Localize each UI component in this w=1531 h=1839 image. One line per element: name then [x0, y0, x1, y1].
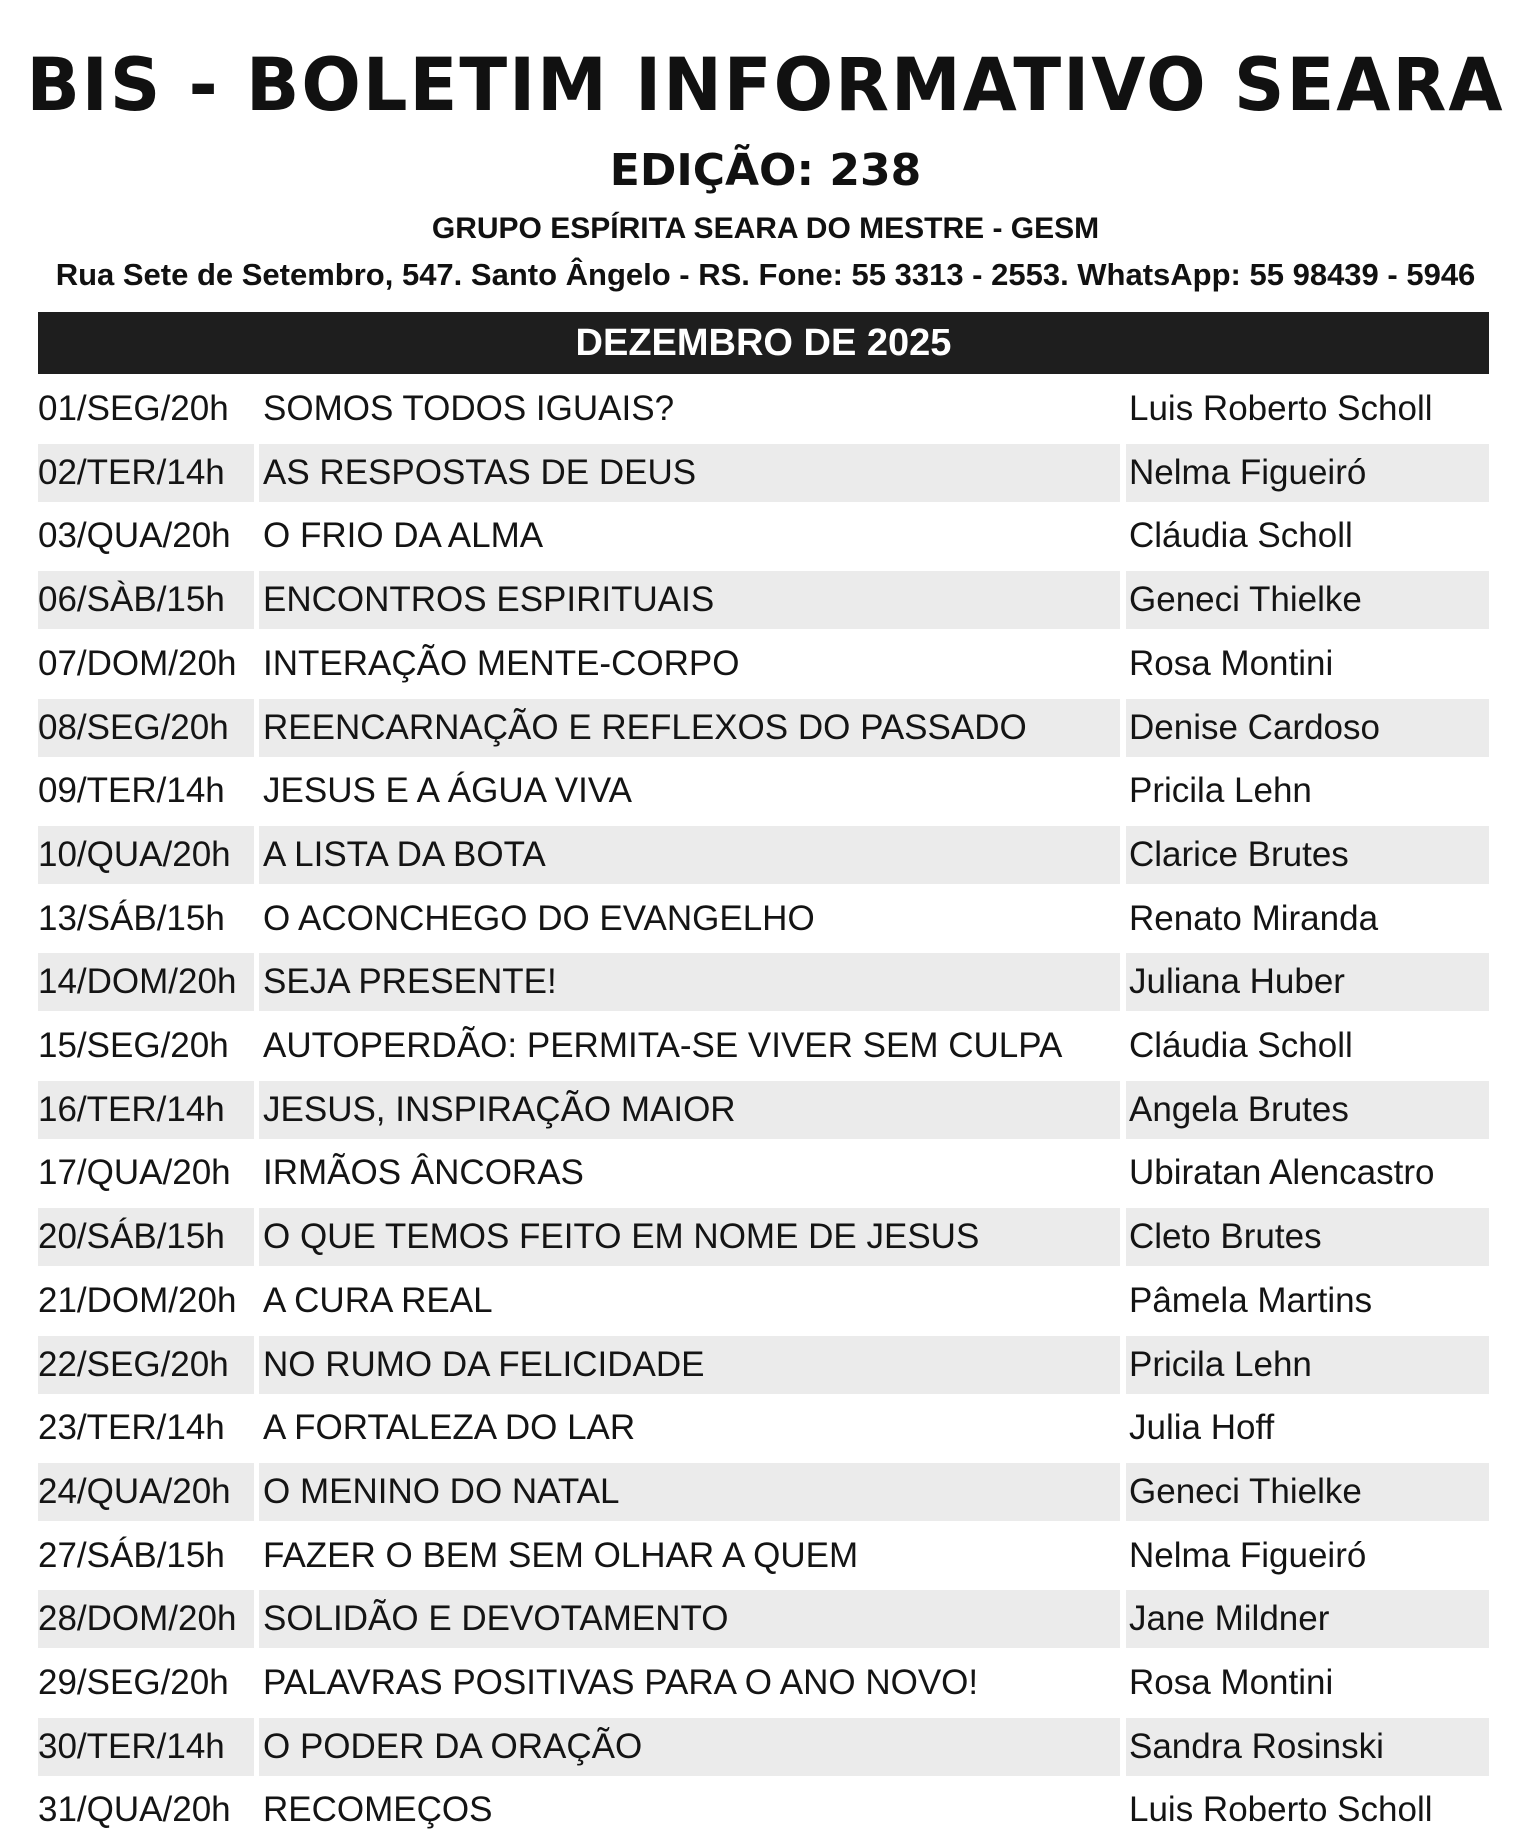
schedule-row [0, 953, 1531, 1011]
schedule-speaker: Cláudia Scholl [1129, 1026, 1353, 1065]
schedule-row [0, 507, 1531, 565]
schedule-topic: SOMOS TODOS IGUAIS? [263, 389, 675, 428]
schedule-date: 27/SÁB/15h [38, 1536, 225, 1575]
schedule-topic: SOLIDÃO E DEVOTAMENTO [259, 1590, 1120, 1648]
schedule-date: 16/TER/14h [38, 1081, 254, 1139]
schedule-speaker: Rosa Montini [1129, 1663, 1334, 1702]
month-heading: DEZEMBRO DE 2025 [38, 312, 1489, 374]
schedule-date: 22/SEG/20h [38, 1336, 254, 1394]
schedule-row [0, 1463, 1531, 1521]
schedule-date: 03/QUA/20h [38, 516, 231, 555]
schedule-topic: A FORTALEZA DO LAR [263, 1408, 636, 1447]
schedule-row [0, 1718, 1531, 1776]
schedule-speaker: Sandra Rosinski [1126, 1718, 1489, 1776]
schedule-row [0, 380, 1531, 438]
schedule-topic: PALAVRAS POSITIVAS PARA O ANO NOVO! [263, 1663, 979, 1702]
schedule-date: 01/SEG/20h [38, 389, 229, 428]
schedule-speaker: Pâmela Martins [1129, 1281, 1373, 1320]
schedule-topic: JESUS, INSPIRAÇÃO MAIOR [259, 1081, 1120, 1139]
schedule-speaker: Pricila Lehn [1126, 1336, 1489, 1394]
contact-address: Rua Sete de Setembro, 547. Santo Ângelo - RS. Fone: 55 3313 - 2553. WhatsApp: 55 98439 - 5946 [55, 257, 1476, 292]
schedule-row [0, 1208, 1531, 1266]
schedule-speaker: Nelma Figueiró [1126, 444, 1489, 502]
schedule-date: 15/SEG/20h [38, 1026, 229, 1065]
schedule-topic: O FRIO DA ALMA [263, 516, 544, 555]
schedule-topic: A CURA REAL [263, 1281, 493, 1320]
schedule-topic: O MENINO DO NATAL [259, 1463, 1120, 1521]
schedule-date: 23/TER/14h [38, 1408, 225, 1447]
schedule-topic: NO RUMO DA FELICIDADE [259, 1336, 1120, 1394]
schedule-topic: RECOMEÇOS [263, 1790, 493, 1829]
schedule-row [0, 890, 1531, 948]
edition-number: EDIÇÃO: 238 [609, 145, 922, 196]
schedule-topic: IRMÃOS ÂNCORAS [263, 1153, 584, 1192]
schedule-speaker: Rosa Montini [1129, 644, 1334, 683]
schedule-row [0, 444, 1531, 502]
schedule-row [0, 635, 1531, 693]
schedule-row [0, 1017, 1531, 1075]
schedule-topic: AS RESPOSTAS DE DEUS [259, 444, 1120, 502]
schedule-row [0, 1399, 1531, 1457]
schedule-row [0, 1654, 1531, 1712]
schedule-topic: INTERAÇÃO MENTE-CORPO [263, 644, 740, 683]
schedule-topic: REENCARNAÇÃO E REFLEXOS DO PASSADO [259, 699, 1120, 757]
schedule-date: 06/SÀB/15h [38, 571, 254, 629]
bulletin-title: BIS - BOLETIM INFORMATIVO SEARA [26, 41, 1505, 129]
schedule-topic: A LISTA DA BOTA [259, 826, 1120, 884]
schedule-speaker: Cleto Brutes [1126, 1208, 1489, 1266]
schedule-speaker: Geneci Thielke [1126, 1463, 1489, 1521]
schedule-row [0, 1081, 1531, 1139]
schedule-date: 21/DOM/20h [38, 1281, 237, 1320]
schedule-topic: O ACONCHEGO DO EVANGELHO [263, 899, 815, 938]
schedule-speaker: Renato Miranda [1129, 899, 1379, 938]
schedule-topic: AUTOPERDÃO: PERMITA-SE VIVER SEM CULPA [263, 1026, 1063, 1065]
schedule-date: 14/DOM/20h [38, 953, 254, 1011]
schedule-speaker: Ubiratan Alencastro [1129, 1153, 1435, 1192]
schedule-date: 20/SÁB/15h [38, 1208, 254, 1266]
schedule-topic: JESUS E A ÁGUA VIVA [263, 771, 632, 810]
schedule-row [0, 1590, 1531, 1648]
schedule-topic: O QUE TEMOS FEITO EM NOME DE JESUS [259, 1208, 1120, 1266]
schedule-speaker: Nelma Figueiró [1129, 1536, 1367, 1575]
schedule-speaker: Luis Roberto Scholl [1129, 1790, 1433, 1829]
schedule-speaker: Cláudia Scholl [1129, 516, 1353, 555]
schedule-speaker: Luis Roberto Scholl [1129, 389, 1433, 428]
schedule-topic: O PODER DA ORAÇÃO [259, 1718, 1120, 1776]
group-name: GRUPO ESPÍRITA SEARA DO MESTRE - GESM [431, 212, 1100, 245]
schedule-date: 31/QUA/20h [38, 1790, 231, 1829]
schedule-topic: SEJA PRESENTE! [259, 953, 1120, 1011]
schedule-speaker: Denise Cardoso [1126, 699, 1489, 757]
schedule-row [0, 762, 1531, 820]
schedule-row [0, 1781, 1531, 1839]
schedule-date: 08/SEG/20h [38, 699, 254, 757]
schedule-speaker: Angela Brutes [1126, 1081, 1489, 1139]
schedule-date: 30/TER/14h [38, 1718, 254, 1776]
schedule-date: 13/SÁB/15h [38, 899, 225, 938]
schedule-topic: ENCONTROS ESPIRITUAIS [259, 571, 1120, 629]
schedule-speaker: Jane Mildner [1126, 1590, 1489, 1648]
schedule-speaker: Geneci Thielke [1126, 571, 1489, 629]
schedule-row [0, 699, 1531, 757]
schedule-date: 28/DOM/20h [38, 1590, 254, 1648]
schedule-date: 24/QUA/20h [38, 1463, 254, 1521]
schedule-speaker: Clarice Brutes [1126, 826, 1489, 884]
schedule-date: 10/QUA/20h [38, 826, 254, 884]
schedule-speaker: Julia Hoff [1129, 1408, 1275, 1447]
schedule-date: 29/SEG/20h [38, 1663, 229, 1702]
schedule-date: 07/DOM/20h [38, 644, 237, 683]
schedule-row [0, 826, 1531, 884]
schedule-date: 17/QUA/20h [38, 1153, 231, 1192]
schedule-date: 02/TER/14h [38, 444, 254, 502]
schedule-topic: FAZER O BEM SEM OLHAR A QUEM [263, 1536, 859, 1575]
schedule-row [0, 1272, 1531, 1330]
schedule-row [0, 1527, 1531, 1585]
schedule-row [0, 1336, 1531, 1394]
schedule-speaker: Juliana Huber [1126, 953, 1489, 1011]
schedule-row [0, 571, 1531, 629]
schedule-date: 09/TER/14h [38, 771, 225, 810]
schedule-speaker: Pricila Lehn [1129, 771, 1312, 810]
schedule-row [0, 1144, 1531, 1202]
